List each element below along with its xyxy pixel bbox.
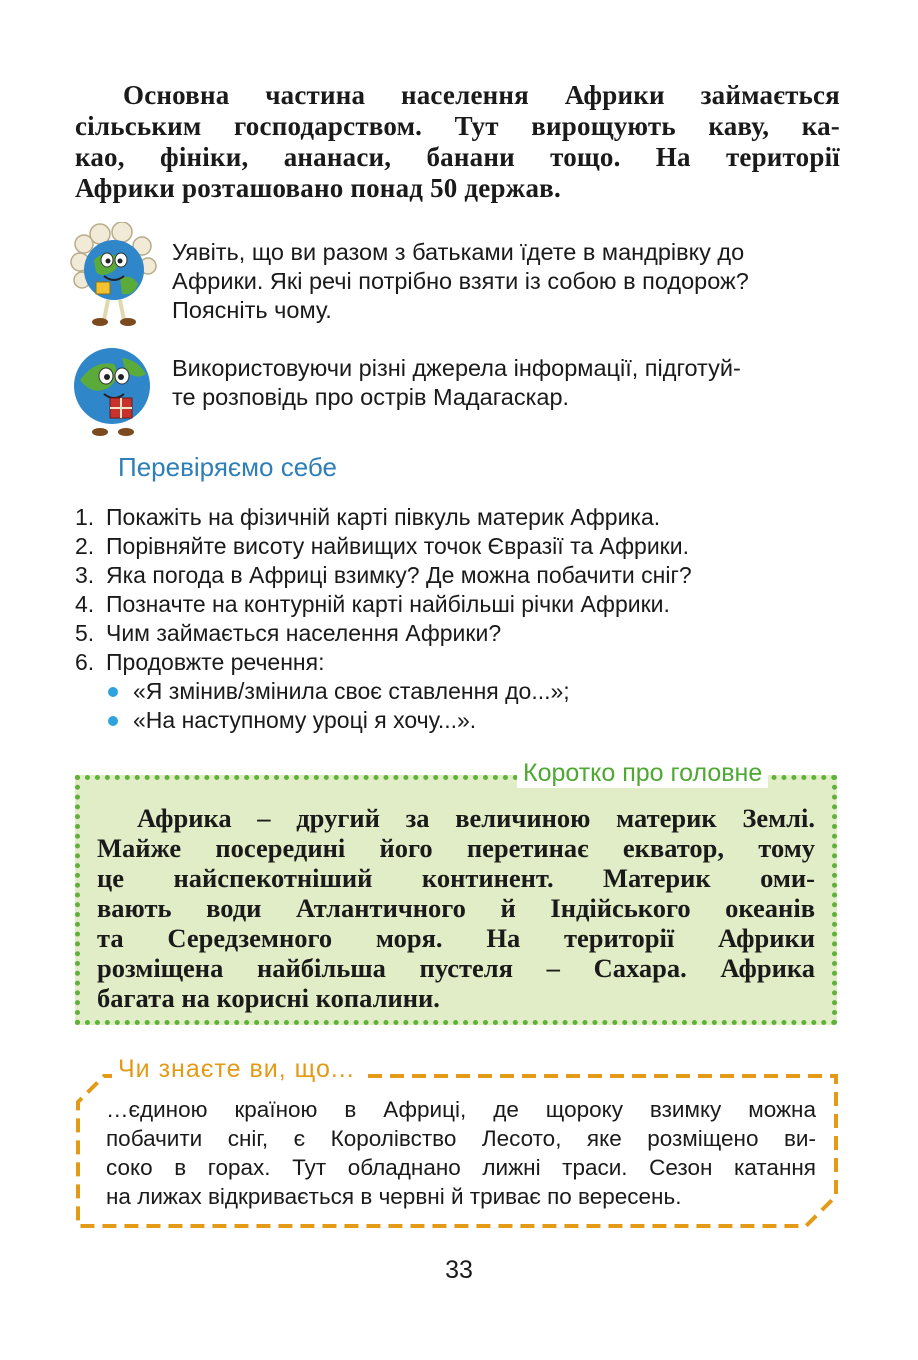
did-you-know-line: на лижах відкривається в червні й триває по вересень. <box>106 1184 682 1209</box>
item-number: 5. <box>75 620 95 646</box>
intro-line: као, фініки, ананаси, банани тощо. На території <box>75 142 840 172</box>
item-text: Продовжте речення: <box>106 649 325 675</box>
intro-line: сільським господарством. Тут вирощують каву, ка- <box>75 111 840 141</box>
list-item <box>75 503 855 532</box>
item-number: 4. <box>75 591 95 617</box>
list-item <box>75 561 855 590</box>
page-number: 33 <box>445 1256 473 1284</box>
bullet-item <box>108 706 855 735</box>
summary-line: Майже посередині його перетинає екватор, тому <box>97 833 815 863</box>
bullet-text: «Я змінив/змінила своє ставлення до...»; <box>133 678 570 704</box>
intro-line: Африки розташовано понад 50 держав. <box>75 173 561 203</box>
intro-paragraph <box>75 80 840 204</box>
globe-character-book-icon <box>70 340 160 440</box>
list-item <box>75 648 855 677</box>
bullet-item <box>108 677 855 706</box>
summary-title: Коротко про головне <box>517 758 768 788</box>
summary-line: багата на корисні копалини. <box>97 983 440 1013</box>
item-number: 2. <box>75 533 95 559</box>
did-you-know-title: Чи знаєте ви, що... <box>112 1055 361 1084</box>
did-you-know-line: соко в горах. Тут обладнано лижні траси. Сезон катання <box>106 1155 816 1180</box>
bullet-dot-icon <box>108 687 118 697</box>
task-line: Уявіть, що ви разом з батьками їдете в мандрівку до <box>172 239 745 265</box>
summary-line: вають води Атлантичного й Індійського океанів <box>97 893 815 923</box>
summary-line: та Середземного моря. На території Африки <box>97 923 815 953</box>
did-you-know-line: …єдиною країною в Африці, де щороку взимку можна <box>106 1097 816 1122</box>
item-number: 6. <box>75 649 95 675</box>
item-number: 1. <box>75 504 95 530</box>
summary-line: це найспекотніший континент. Материк оми- <box>97 863 815 893</box>
list-item <box>75 619 855 648</box>
item-text: Чим займається населення Африки? <box>106 620 502 646</box>
item-text: Порівняйте висоту найвищих точок Євразії та Африки. <box>106 533 689 559</box>
task-line: Африки. Які речі потрібно взяти із собою в подорож? <box>172 268 749 294</box>
item-number: 3. <box>75 562 95 588</box>
task-text <box>172 238 844 325</box>
summary-text <box>97 803 815 1013</box>
task-line: Використовуючи різні джерела інформації, підготуй- <box>172 355 741 381</box>
summary-line: розміщена найбільша пустеля – Сахара. Африка <box>97 953 815 983</box>
task-text <box>172 354 844 412</box>
intro-line: Основна частина населення Африки займається <box>123 80 840 110</box>
bullet-dot-icon <box>108 716 118 726</box>
check-yourself-title: Перевіряємо себе <box>118 452 337 482</box>
bullet-text: «На наступному уроці я хочу...». <box>133 707 477 733</box>
item-text: Позначте на контурній карті найбільші річки Африки. <box>106 591 670 617</box>
item-text: Покажіть на фізичній карті півкуль материк Африка. <box>106 504 661 530</box>
task-line: те розповідь про острів Мадагаскар. <box>172 384 570 410</box>
list-item <box>75 590 855 619</box>
task-line: Поясніть чому. <box>172 297 332 323</box>
did-you-know-line: побачити сніг, є Королівство Лесото, яке розміщено ви- <box>106 1126 816 1151</box>
list-item <box>75 532 855 561</box>
item-text: Яка погода в Африці взимку? Де можна побачити сніг? <box>106 562 692 588</box>
did-you-know-text <box>106 1095 816 1211</box>
summary-line: Африка – другий за величиною материк Землі. <box>137 803 815 833</box>
globe-character-wig-icon <box>70 222 160 322</box>
check-yourself-list <box>75 503 855 735</box>
